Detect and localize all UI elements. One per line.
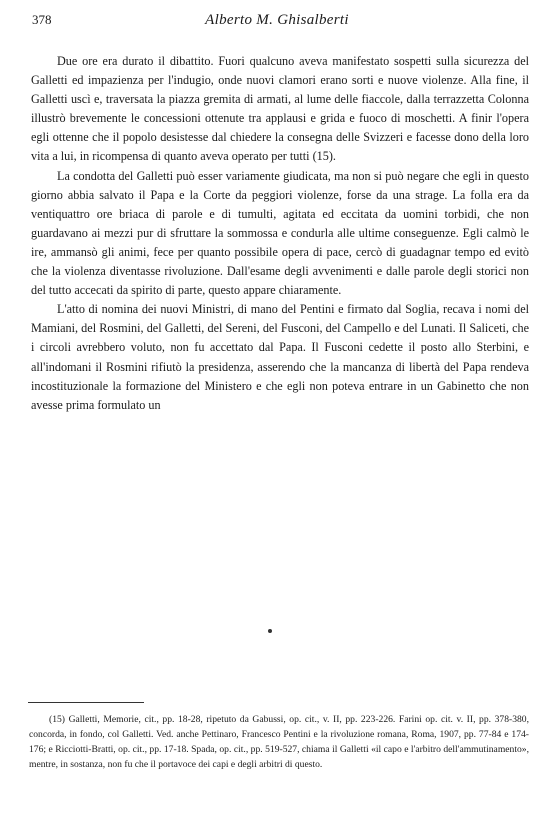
body-text: [31, 52, 529, 415]
ink-dot-mark: [268, 629, 272, 633]
footnote: [29, 712, 529, 772]
footnote-rule: [28, 702, 144, 703]
footnote-text: (15) Galletti, Memorie, cit., pp. 18-28, ripetuto da Gabussi, op. cit., v. II, pp. 223-226. Farini op. cit. v. II, pp. 378-380, concorda, in fondo, col Galletti. Ved. anche Pettinaro, Francesco Pentini e la rivoluzione romana, Roma, 1907, pp. 77-84 e 174-176; e Ricciotti-Bratti, op. cit., pp. 17-18. Spada, op. cit., pp. 519-527, chiama il Galletti «il capo e l'arbitro dell'ammutinamento», mentre, in sostanza, non fu che il portavoce dei capi e degli arbitri di questo.: [29, 714, 529, 771]
paragraph: La condotta del Galletti può esser variamente giudicata, ma non si può negare che egli in questo giorno abbia salvato il Papa e la Corte da peggiori violenze, forse da una strage. La folla era da ventiquattro ore briaca di parole e di tumulti, agitata ed eccitata da uomini torbidi, che non guardavano ai mezzi pur di sfruttare la sommossa e condurla alle ultime conseguenze. Egli calmò le ire, ammansò gli animi, fece per quanto possibile opera di pace, cercò di guadagnar tempo ed evitò che la violenza diventasse rivoluzione. Dall'esame degli avvenimenti e dalle parole degli storici non del tutto accecati da spirito di parte, questo appare chiaramente.: [31, 168, 529, 298]
paragraph: Due ore era durato il dibattito. Fuori qualcuno aveva manifestato sospetti sulla sicurezza del Galletti ed impazienza per l'indugio, onde nuovi clamori erano sorti e nuove violenze. Alla fine, il Galletti uscì e, traversata la piazza gremita di armati, al lume delle fiaccole, dalla terrazzetta Colonna illustrò brevemente le concessioni ottenute tra applausi e grida e fuoco di moschetti. A finir l'opera egli ottenne che il popolo desistesse dal chiedere la consegna delle Svizzeri e facesse dono della loro vita a lui, in ricompensa di quanto aveva operato per tutti (15).: [31, 54, 529, 164]
paragraph: L'atto di nomina dei nuovi Ministri, di mano del Pentini e firmato dal Soglia, recava i nomi del Mamiani, del Rosmini, del Galletti, del Sereni, del Fusconi, del Campello e del Lunati. Il Saliceti, che i circoli avrebbero voluto, non fu accettato dal Papa. Il Fusconi cedette il posto allo Sterbini, e all'indomani il Rosmini rifiutò la presidenza, asserendo che la mancanza di libertà del Papa rendeva incostituzionale la formazione del Ministero e che egli non poteva entrare in un Gabinetto che non avesse prima formulato un: [31, 302, 529, 412]
page-header: [32, 12, 522, 32]
running-head: Alberto M. Ghisalberti: [205, 12, 349, 28]
page-number: 378: [32, 12, 52, 27]
